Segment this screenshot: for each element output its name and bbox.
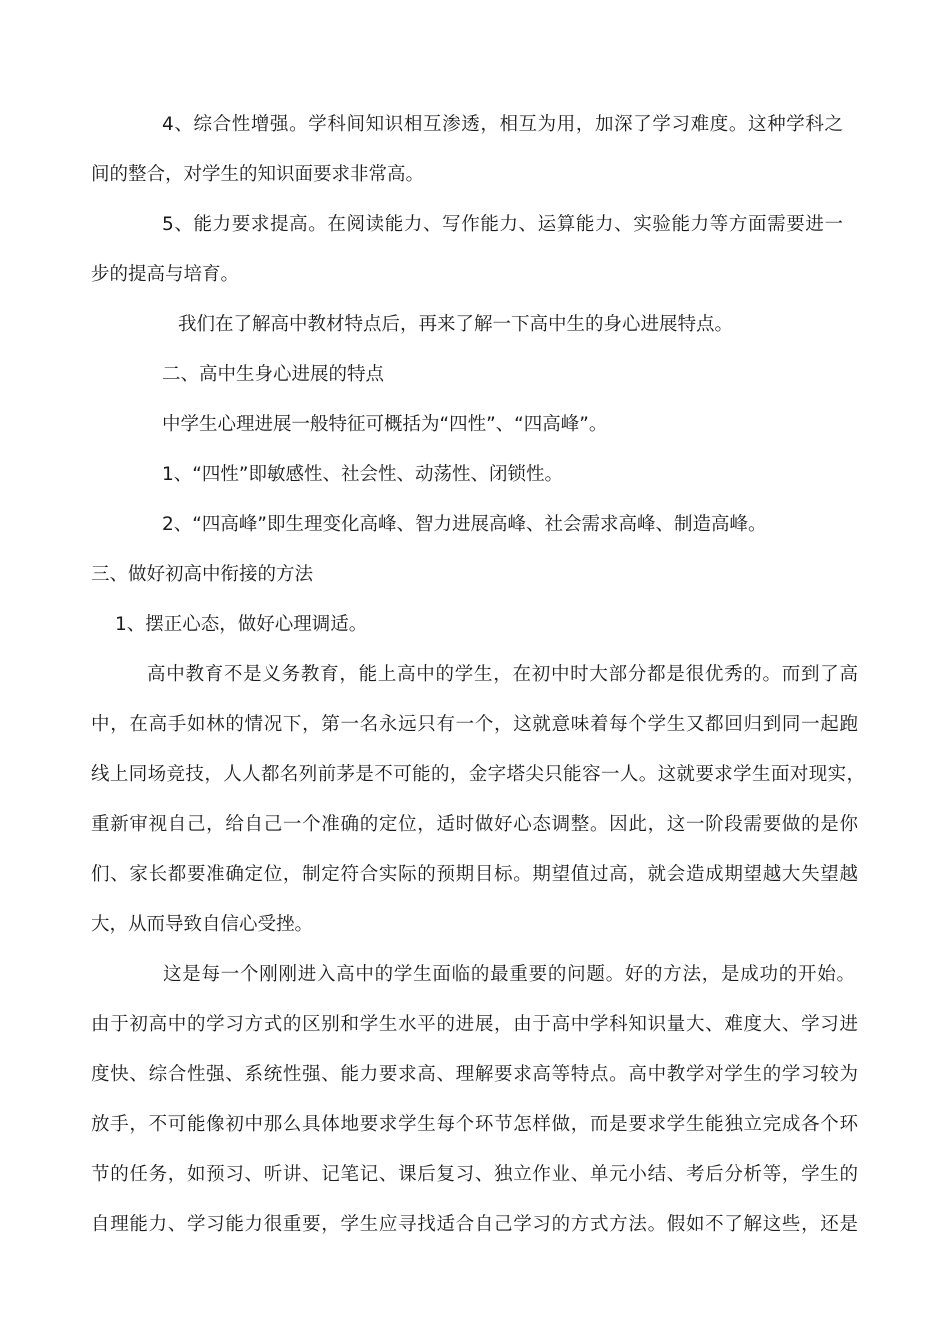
section-heading: 二、高中生身心进展的特点 — [162, 364, 385, 385]
paragraph-line: 放手，不可能像初中那么具体地要求学生每个环节怎样做，而是要求学生能独立完成各个环 — [91, 1114, 858, 1135]
paragraph-line: 自理能力、学习能力很重要，学生应寻找适合自己学习的方式方法。假如不了解这些，还是 — [91, 1214, 858, 1235]
paragraph-line: 步的提高与培育。 — [91, 264, 240, 285]
list-item: 1、“四性”即敏感性、社会性、动荡性、闭锁性。 — [162, 464, 563, 485]
section-heading: 三、做好初高中衔接的方法 — [91, 564, 314, 585]
paragraph-line: 中学生心理进展一般特征可概括为“四性”、“四高峰”。 — [162, 414, 608, 435]
paragraph-line: 这是每一个刚刚进入高中的学生面临的最重要的问题。好的方法，是成功的开始。 — [163, 964, 855, 985]
paragraph-line: 重新审视自己，给自己一个准确的定位，适时做好心态调整。因此，这一阶段需要做的是你 — [91, 814, 858, 835]
paragraph-line: 间的整合，对学生的知识面要求非常高。 — [91, 164, 425, 185]
paragraph-line: 节的任务，如预习、听讲、记笔记、课后复习、独立作业、单元小结、考后分析等，学生的 — [91, 1164, 858, 1185]
paragraph-line: 中，在高手如林的情况下，第一名永远只有一个，这就意味着每个学生又都回归到同一起跑 — [91, 714, 858, 735]
paragraph-line: 5、能力要求提高。在阅读能力、写作能力、运算能力、实验能力等方面需要进一 — [162, 214, 843, 235]
paragraph-line: 线上同场竞技，人人都名列前茅是不可能的，金字塔尖只能容一人。这就要求学生面对现实， — [91, 764, 865, 785]
paragraph-line: 由于初高中的学习方式的区别和学生水平的进展，由于高中学科知识量大、难度大、学习进 — [91, 1014, 858, 1035]
paragraph-line: 大，从而导致自信心受挫。 — [91, 914, 314, 935]
paragraph-line: 我们在了解高中教材特点后，再来了解一下高中生的身心进展特点。 — [178, 314, 734, 335]
paragraph-line: 度快、综合性强、系统性强、能力要求高、理解要求高等特点。高中教学对学生的学习较为 — [91, 1064, 858, 1085]
list-item: 2、“四高峰”即生理变化高峰、智力进展高峰、社会需求高峰、制造高峰。 — [162, 514, 767, 535]
paragraph-line: 4、综合性增强。学科间知识相互渗透，相互为用，加深了学习难度。这种学科之 — [162, 114, 843, 135]
sub-heading: 1、摆正心态，做好心理调适。 — [115, 614, 368, 635]
paragraph-line: 们、家长都要准确定位，制定符合实际的预期目标。期望值过高，就会造成期望越大失望越 — [91, 864, 858, 885]
paragraph-line: 高中教育不是义务教育，能上高中的学生，在初中时大部分都是很优秀的。而到了高 — [147, 664, 858, 685]
